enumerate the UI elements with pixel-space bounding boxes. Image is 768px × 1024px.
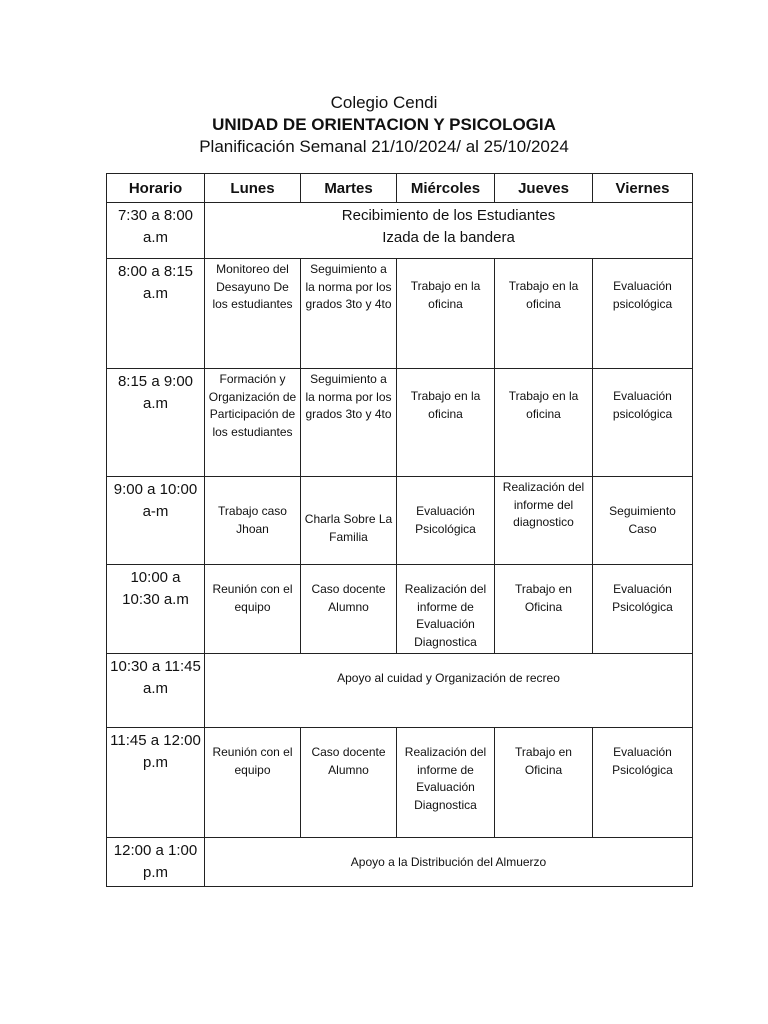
column-header-jueves: Jueves [495,174,593,203]
activity-cell: Evaluación Psicológica [593,565,693,654]
activity-cell: Trabajo en Oficina [495,565,593,654]
activity-cell: Trabajo en la oficina [397,259,495,369]
activity-cell: Reunión con el equipo [205,565,301,654]
activity-cell: Evaluación psicológica [593,259,693,369]
column-header-horario: Horario [107,174,205,203]
activity-line: Izada de la bandera [382,229,515,246]
activity-cell: Trabajo en la oficina [495,259,593,369]
table-row [107,477,693,565]
table-row [107,565,693,654]
column-header-lunes: Lunes [205,174,301,203]
merged-activity-cell: Apoyo a la Distribución del Almuerzo [205,838,693,887]
activity-cell: Realización del informe del diagnostico [495,477,593,565]
activity-cell: Caso docente Alumno [301,565,397,654]
merged-activity-cell [205,203,693,259]
time-cell: 7:30 a 8:00 a.m [107,203,205,259]
activity-cell: Seguimiento a la norma por los grados 3to y 4to [301,369,397,477]
activity-cell: Realización del informe de Evaluación Diagnostica [397,728,495,838]
time-cell: 8:15 a 9:00 a.m [107,369,205,477]
activity-cell: Evaluación psicológica [593,369,693,477]
column-header-martes: Martes [301,174,397,203]
activity-cell: Seguimiento Caso [593,477,693,565]
activity-cell: Seguimiento a la norma por los grados 3to y 4to [301,259,397,369]
activity-cell: Monitoreo del Desayuno De los estudiantes [205,259,301,369]
unit-title: UNIDAD DE ORIENTACION Y PSICOLOGIA [212,115,556,134]
activity-cell: Realización del informe de Evaluación Diagnostica [397,565,495,654]
time-cell: 10:30 a 11:45 a.m [107,654,205,728]
activity-cell: Trabajo en la oficina [495,369,593,477]
weekly-schedule-table [106,173,693,887]
activity-cell: Formación y Organización de Participación de los estudiantes [205,369,301,477]
time-cell: 8:00 a 8:15 a.m [107,259,205,369]
table-row [107,838,693,887]
header-row [107,174,693,203]
activity-cell: Trabajo en Oficina [495,728,593,838]
activity-cell: Trabajo caso Jhoan [205,477,301,565]
activity-cell: Evaluación Psicológica [593,728,693,838]
table-row [107,259,693,369]
table-row [107,369,693,477]
merged-activity-cell: Apoyo al cuidad y Organización de recreo [205,654,693,728]
activity-cell: Caso docente Alumno [301,728,397,838]
activity-cell: Charla Sobre La Familia [301,477,397,565]
activity-cell: Evaluación Psicológica [397,477,495,565]
table-row [107,203,693,259]
column-header-viernes: Viernes [593,174,693,203]
activity-cell: Trabajo en la oficina [397,369,495,477]
time-cell: 9:00 a 10:00 a-m [107,477,205,565]
column-header-miercoles: Miércoles [397,174,495,203]
time-cell: 11:45 a 12:00 p.m [107,728,205,838]
activity-cell: Reunión con el equipo [205,728,301,838]
school-name: Colegio Cendi [330,93,438,112]
planning-title: Planificación Semanal 21/10/2024/ al 25/10/2024 [199,137,569,156]
time-cell: 12:00 a 1:00 p.m [107,838,205,887]
document-header [0,92,768,158]
table-row [107,654,693,728]
time-cell: 10:00 a 10:30 a.m [107,565,205,654]
activity-line: Recibimiento de los Estudiantes [341,207,556,224]
table-row [107,728,693,838]
